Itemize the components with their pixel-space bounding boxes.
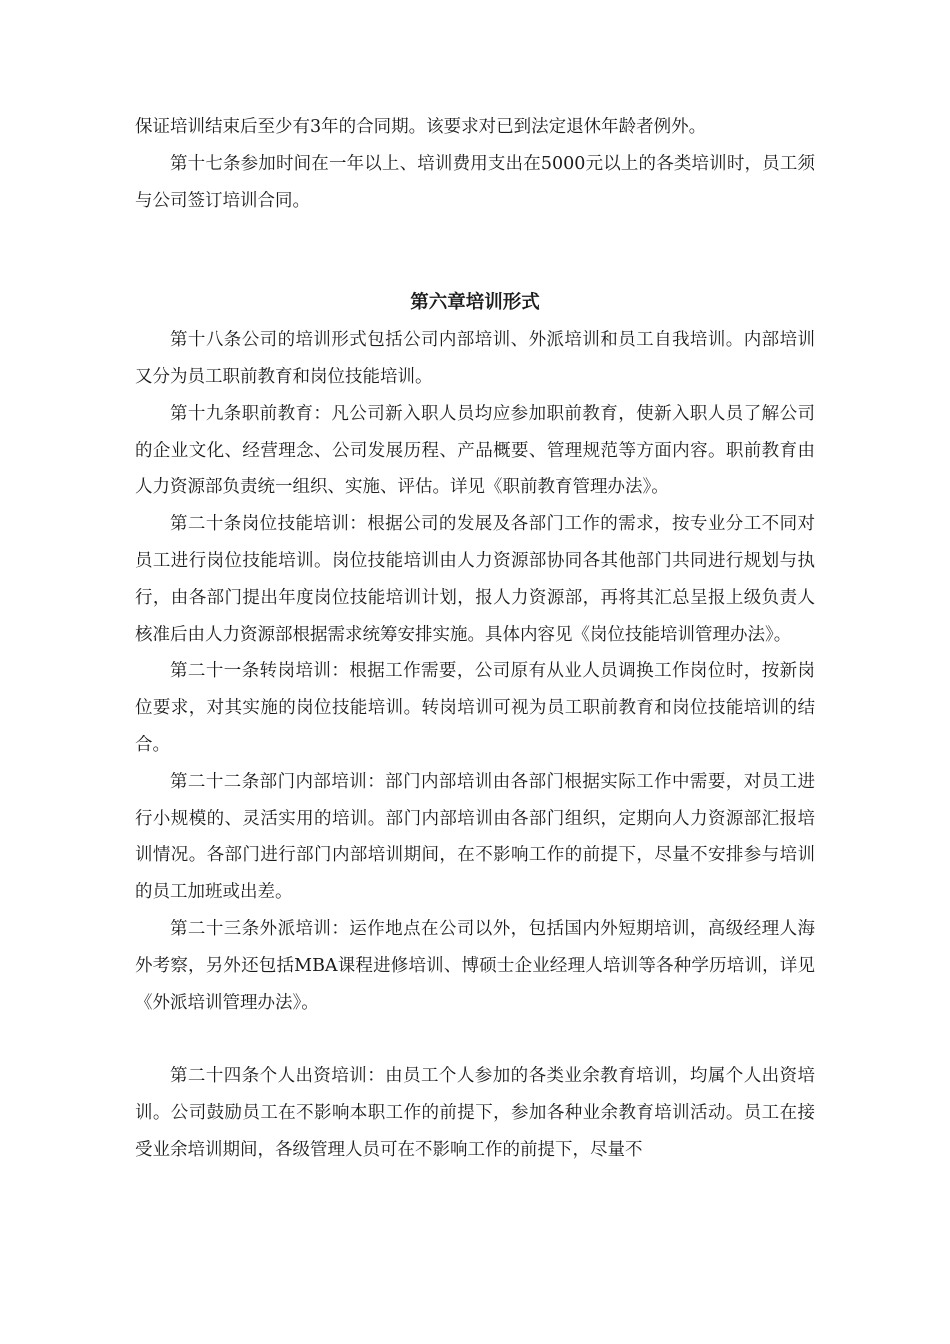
section-spacer [135,219,815,285]
paragraph-continuation: 保证培训结束后至少有3年的合同期。该要求对已到法定退休年龄者例外。 [135,117,707,137]
paragraph-article-23: 第二十三条外派培训：运作地点在公司以外，包括国内外短期培训，高级经理人海外考察，另外还包括MBA课程进修培训、博硕士企业经理人培训等各种学历培训，详见《外派培训管理办法》。 [135,918,815,1013]
paragraph-article-18: 第十八条公司的培训形式包括公司内部培训、外派培训和员工自我培训。内部培训又分为员工职前教育和岗位技能培训。 [135,330,815,387]
paragraph-article-24: 第二十四条个人出资培训：由员工个人参加的各类业余教育培训，均属个人出资培训。公司鼓励员工在不影响本职工作的前提下，参加各种业余教育培训活动。员工在接受业余培训期间，各级管理人员可在不影响工作的前提下，尽量不 [135,1066,815,1160]
paragraph-spacer [135,1021,815,1058]
paragraph-article-17: 第十七条参加时间在一年以上、培训费用支出在5000元以上的各类培训时，员工须与公司签订培训合同。 [135,153,815,211]
paragraph-article-21: 第二十一条转岗培训：根据工作需要，公司原有从业人员调换工作岗位时，按新岗位要求，对其实施的岗位技能培训。转岗培训可视为员工职前教育和岗位技能培训的结合。 [135,661,815,755]
chapter-title: 第六章培训形式 [410,292,540,314]
paragraph-article-20: 第二十条岗位技能培训：根据公司的发展及各部门工作的需求，按专业分工不同对员工进行岗位技能培训。岗位技能培训由人力资源部协同各其他部门共同进行规划与执行，由各部门提出年度岗位技能培训计划，报人力资源部，再将其汇总呈报上级负责人核准后由人力资源部根据需求统筹安排实施。具体内容见《岗位技能培训管理办法》。 [135,514,815,645]
document-body [135,109,815,1169]
paragraph-article-19: 第十九条职前教育：凡公司新入职人员均应参加职前教育，使新入职人员了解公司的企业文化、经营理念、公司发展历程、产品概要、管理规范等方面内容。职前教育由人力资源部负责统一组织、实施、评估。详见《职前教育管理办法》。 [135,403,815,498]
paragraph-article-22: 第二十二条部门内部培训：部门内部培训由各部门根据实际工作中需要，对员工进行小规模的、灵活实用的培训。部门内部培训由各部门组织，定期向人力资源部汇报培训情况。各部门进行部门内部培训期间，在不影响工作的前提下，尽量不安排参与培训的员工加班或出差。 [135,771,815,903]
